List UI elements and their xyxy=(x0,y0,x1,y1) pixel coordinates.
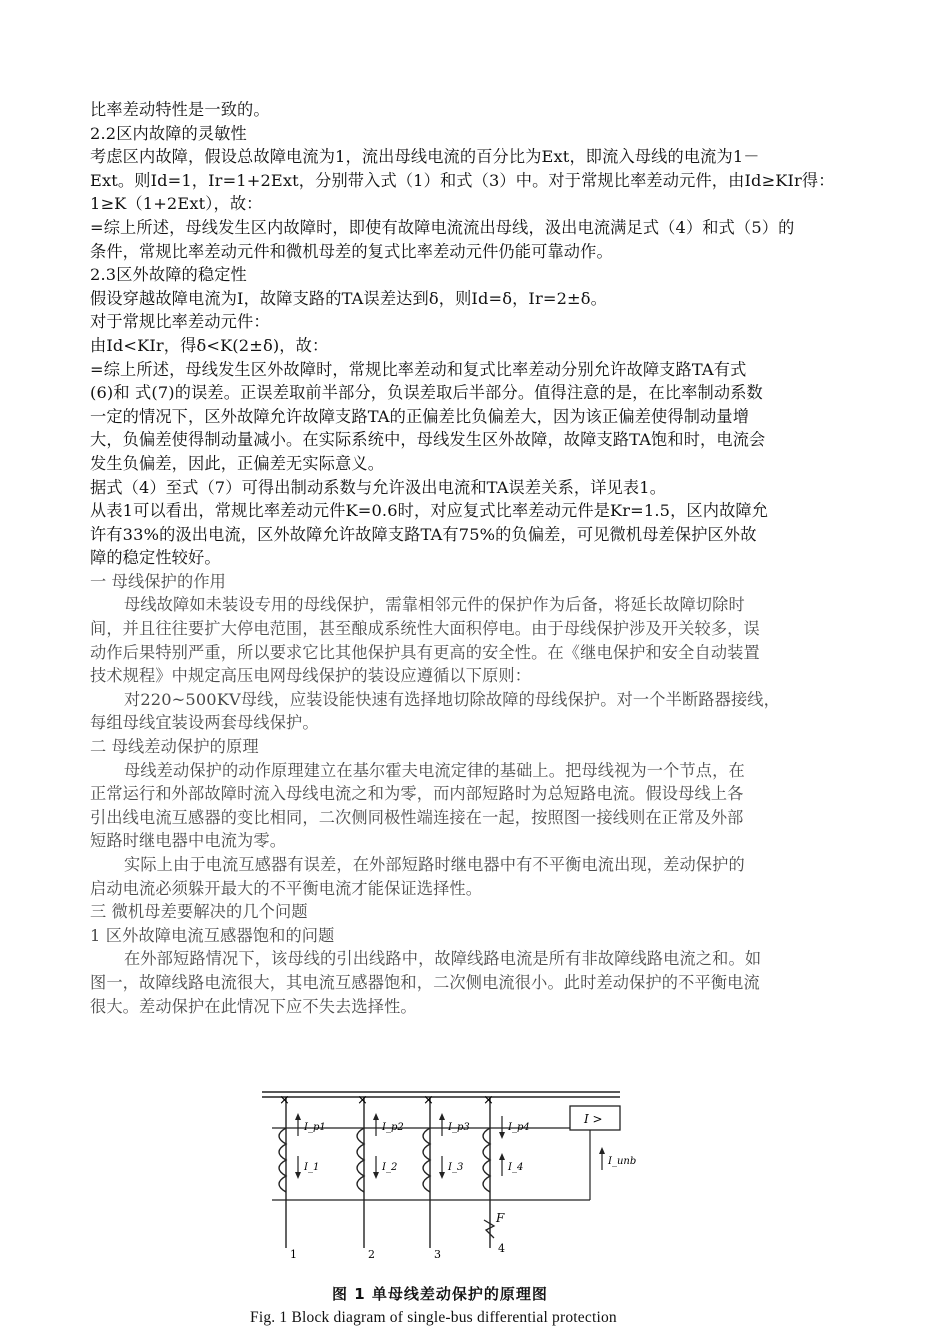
text-line: =综上所述，母线发生区外故障时，常规比率差动和复式比率差动分别允许故障支路TA有式 xyxy=(90,359,747,379)
svg-text:I_3: I_3 xyxy=(448,1162,464,1173)
text-line: (6)和 式(7)的误差。正误差取前半部分，负误差取后半部分。值得注意的是，在比率制动系数 xyxy=(90,383,763,403)
section-heading: 2.2区内故障的灵敏性 xyxy=(90,123,247,143)
section-heading: 一 母线保护的作用 xyxy=(90,571,226,591)
text-line: 在外部短路情况下，该母线的引出线路中，故障线路电流是所有非故障线路电流之和。如 xyxy=(124,949,762,969)
text-line: 大，负偏差使得制动量减小。在实际系统中，母线发生区外故障，故障支路TA饱和时，电流会 xyxy=(90,430,766,450)
fault-icon xyxy=(484,1220,494,1238)
section-heading: 1 区外故障电流互感器饱和的问题 xyxy=(90,925,335,945)
section-heading: 三 微机母差要解决的几个问题 xyxy=(90,902,308,922)
figure-caption-cn: 图 1 单母线差动保护的原理图 xyxy=(332,1285,548,1303)
current-transformer-icon xyxy=(483,1128,490,1192)
breaker-icon: × xyxy=(483,1093,494,1108)
text-line: 很大。差动保护在此情况下应不失去选择性。 xyxy=(90,996,417,1016)
text-line: =综上所述，母线发生区内故障时，即使有故障电流流出母线，汲出电流满足式（4）和式（5）的 xyxy=(90,217,795,237)
svg-text:I_p4: I_p4 xyxy=(508,1122,530,1133)
current-transformer-icon xyxy=(357,1128,364,1192)
text-line: 一定的情况下，区外故障允许故障支路TA的正偏差比负偏差大，因为该正偏差使得制动量增 xyxy=(90,406,750,426)
text-line: 母线故障如未装设专用的母线保护，需靠相邻元件的保护作为后备，将延长故障切除时 xyxy=(124,595,745,615)
relay-label: I > xyxy=(584,1112,603,1126)
breaker-icon: × xyxy=(357,1093,368,1108)
text-line: 据式（4）至式（7）可得出制动系数与允许汲出电流和TA误差关系，详见表1。 xyxy=(90,477,667,497)
svg-text:I_p2: I_p2 xyxy=(382,1122,404,1133)
svg-text:I_p3: I_p3 xyxy=(448,1122,470,1133)
breaker-icon: × xyxy=(423,1093,434,1108)
text-line: 对220~500KV母线，应装设能快速有选择地切除故障的母线保护。对一个半断路器接线， xyxy=(124,689,780,709)
text-line: 母线差动保护的动作原理建立在基尔霍夫电流定律的基础上。把母线视为一个节点，在 xyxy=(124,760,745,780)
text-line: 障的稳定性较好。 xyxy=(90,548,221,568)
text-line: 从表1可以看出，常规比率差动元件K=0.6时，对应复式比率差动元件是Kr=1.5，区内故障允 xyxy=(90,501,769,521)
text-line: 图一，故障线路电流很大，其电流互感器饱和，二次侧电流很小。此时差动保护的不平衡电流 xyxy=(90,972,760,992)
svg-text:I_p1: I_p1 xyxy=(304,1122,326,1133)
text-line: 启动电流必须躲开最大的不平衡电流才能保证选择性。 xyxy=(90,878,483,898)
svg-text:3: 3 xyxy=(434,1248,441,1261)
section-heading: 2.3区外故障的稳定性 xyxy=(90,265,247,285)
text-line: 正常运行和外部故障时流入母线电流之和为零，而内部短路时为总短路电流。假设母线上各 xyxy=(90,784,744,804)
text-line: 技术规程》中规定高压电网母线保护的装设应遵循以下原则： xyxy=(90,666,532,686)
svg-text:I_1: I_1 xyxy=(304,1162,320,1173)
current-transformer-icon xyxy=(279,1128,286,1192)
text-line: 许有33%的汲出电流，区外故障允许故障支路TA有75%的负偏差，可见微机母差保护区外故 xyxy=(90,524,757,544)
svg-text:1: 1 xyxy=(290,1248,297,1261)
text-line: Ext。则Id=1，Ir=1+2Ext，分别带入式（1）和式（3）中。对于常规比率差动元件，由Id≥KIr得： xyxy=(90,170,835,190)
current-transformer-icon xyxy=(423,1128,430,1192)
text-line: 假设穿越故障电流为I，故障支路的TA误差达到δ，则Id=δ，Ir=2±δ。 xyxy=(90,288,607,308)
document-body xyxy=(90,98,868,1018)
text-line: 考虑区内故障，假设总故障电流为1，流出母线电流的百分比为Ext，即流入母线的电流为1－ xyxy=(90,147,760,167)
text-line: 引出线电流互感器的变比相同，二次侧同极性端连接在一起，按照图一接线则在正常及外部 xyxy=(90,807,744,827)
svg-text:I_unb: I_unb xyxy=(608,1156,637,1167)
breaker-icon: × xyxy=(279,1093,290,1108)
text-line: 发生负偏差，因此，正偏差无实际意义。 xyxy=(90,453,385,473)
branch-1 xyxy=(279,1093,301,1248)
circuit-diagram xyxy=(240,1070,680,1280)
text-line: 动作后果特别严重，所以要求它比其他保护具有更高的安全性。在《继电保护和安全自动装置 xyxy=(90,642,760,662)
svg-text:2: 2 xyxy=(368,1248,375,1261)
svg-text:I_4: I_4 xyxy=(508,1162,524,1173)
text-line: 短路时继电器中电流为零。 xyxy=(90,831,287,851)
text-line: 间，并且往往要扩大停电范围，甚至酿成系统性大面积停电。由于母线保护涉及开关较多，误 xyxy=(90,619,760,639)
branch-2 xyxy=(357,1093,379,1248)
svg-text:4: 4 xyxy=(498,1242,505,1255)
text-line: 比率差动特性是一致的。 xyxy=(90,100,270,119)
text-line: 1≥K（1+2Ext），故： xyxy=(90,194,263,214)
svg-text:F: F xyxy=(496,1211,505,1225)
text-line: 条件，常规比率差动元件和微机母差的复式比率差动元件仍能可靠动作。 xyxy=(90,241,613,261)
text-line: 每组母线宜装设两套母线保护。 xyxy=(90,713,319,733)
text-line: 实际上由于电流互感器有误差，在外部短路时继电器中有不平衡电流出现，差动保护的 xyxy=(124,855,745,874)
section-heading: 二 母线差动保护的原理 xyxy=(90,737,259,757)
branch-3 xyxy=(423,1093,445,1248)
figure-caption-en: Fig. 1 Block diagram of single-bus differential protection xyxy=(250,1309,617,1326)
svg-text:I_2: I_2 xyxy=(382,1162,398,1173)
text-line: 由Id<KIr，得δ<K(2±δ)，故： xyxy=(90,335,329,355)
text-line: 对于常规比率差动元件： xyxy=(90,312,270,332)
